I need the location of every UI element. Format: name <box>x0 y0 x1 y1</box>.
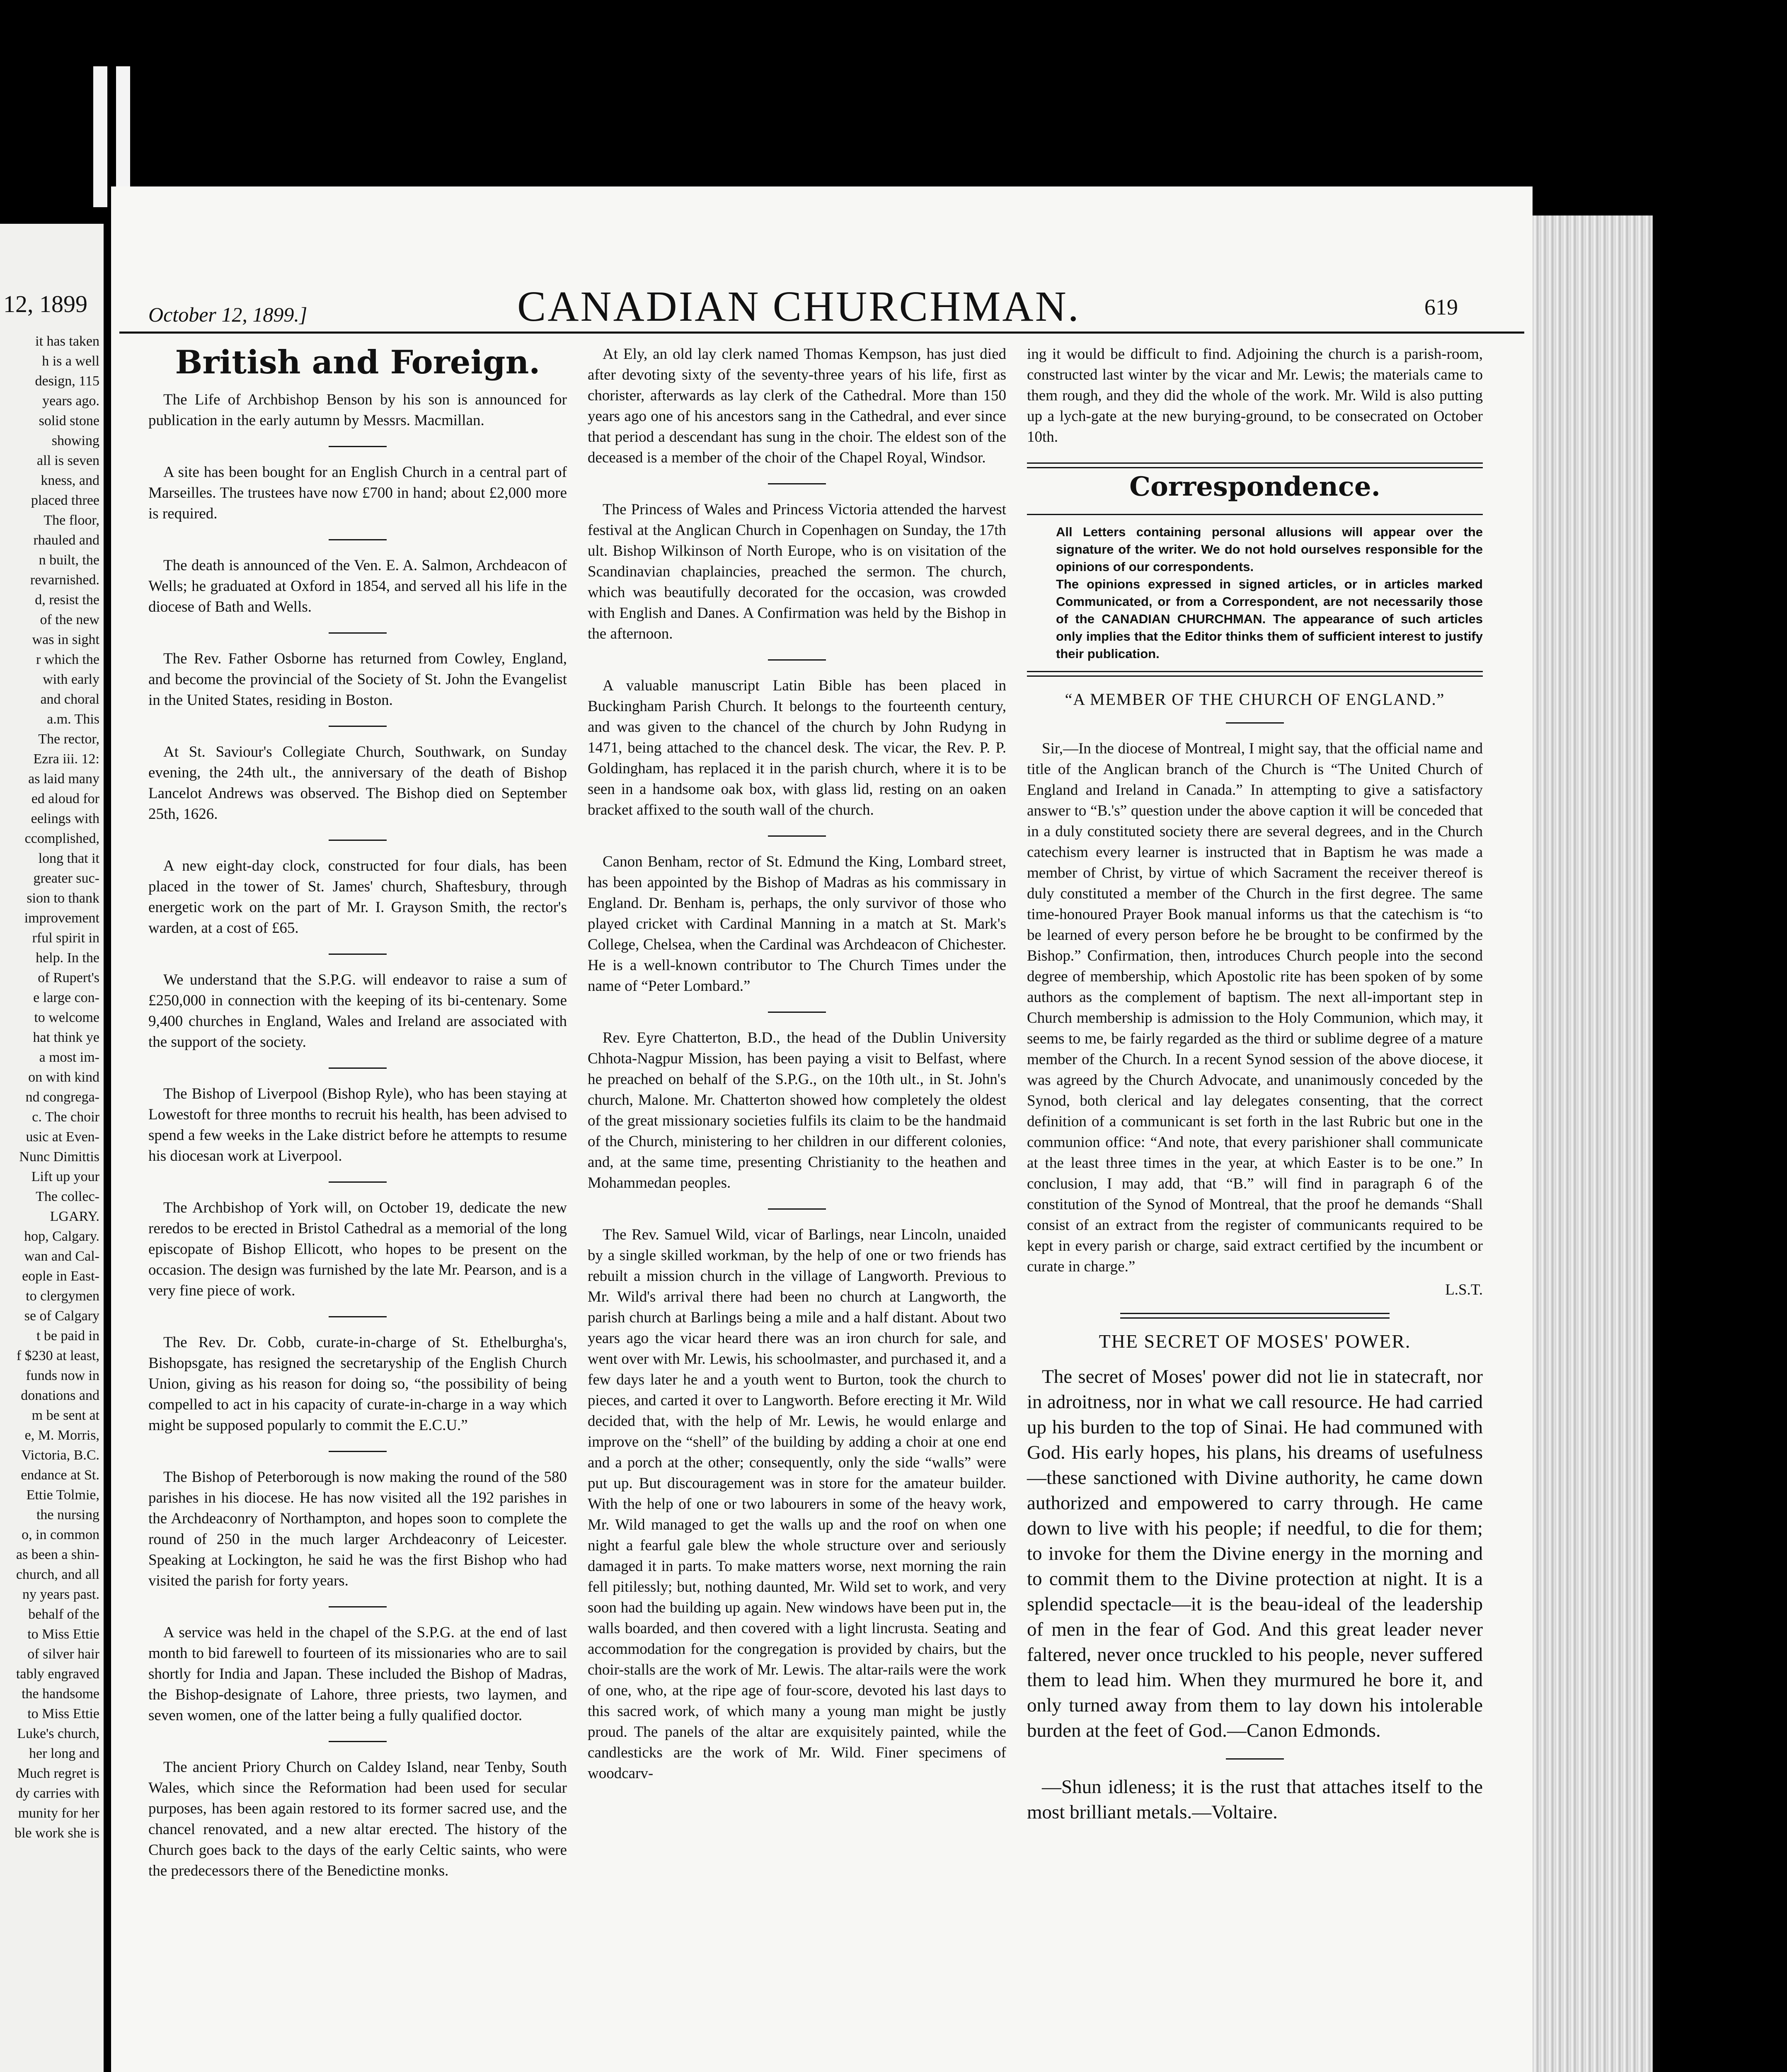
adjacent-page-line: ed aloud for <box>31 791 99 806</box>
divider <box>329 1451 387 1452</box>
news-item: The Life of Archbishop Benson by his son is announced for publication in the early autumn by Messrs. Macmillan. <box>148 391 567 429</box>
adjacent-page-line: sion to thank <box>27 891 99 906</box>
adjacent-page-line: Lift up your <box>31 1169 99 1184</box>
adjacent-page-line: hat think ye <box>33 1030 99 1045</box>
adjacent-page-line: Victoria, B.C. <box>21 1447 99 1463</box>
continued-paragraph: ing it would be difficult to find. Adjoining the church is a parish-room, constructed last winter by the vicar and Mr. Lewis; the materials came to them rough, and they did the whole of the work. Mr. Wild is also putting up a lych-gate at the new burying-ground, to be consecrated on October 10th. <box>1027 346 1483 445</box>
adjacent-page-line: eelings with <box>31 811 99 826</box>
divider <box>329 726 387 727</box>
news-item: Canon Benham, rector of St. Edmund the King, Lombard street, has been appointed by the Bishop of Madras as his commissary in England. Dr. Benham is, perhaps, the only survivor of those who played cricket with Cardinal Manning in a match at St. Mark's College, Chelsea, when the Cardinal was Archdeacon of Chichester. He is a well-known contributor to The Church Times under the name of “Peter Lombard.” <box>588 853 1006 995</box>
divider <box>768 483 826 484</box>
issue-date: October 12, 1899.] <box>148 303 308 326</box>
adjacent-page-line: and choral <box>40 692 99 707</box>
divider <box>329 1741 387 1742</box>
adjacent-page-line: t be paid in <box>36 1328 99 1343</box>
adjacent-page-line: se of Calgary <box>24 1308 99 1324</box>
adjacent-page-strip <box>0 224 104 2072</box>
adjacent-page-line: design, 115 <box>35 373 99 389</box>
adjacent-page-line: tably engraved <box>16 1666 99 1682</box>
adjacent-page-line: wan and Cal- <box>24 1249 99 1264</box>
divider <box>1226 1758 1284 1760</box>
adjacent-page-line: LGARY. <box>50 1209 99 1224</box>
adjacent-page-line: Ettie Tolmie, <box>26 1487 99 1503</box>
adjacent-page-line: hop, Calgary. <box>24 1229 99 1244</box>
adjacent-page-header: 12, 1899 <box>3 290 87 317</box>
column-3 <box>1027 344 1483 1840</box>
adjacent-page-line: dy carries with <box>15 1786 99 1801</box>
page-number: 619 <box>1424 295 1458 320</box>
divider <box>329 632 387 634</box>
article-heading: THE SECRET OF MOSES' POWER. <box>1099 1331 1411 1352</box>
adjacent-page-line: Luke's church, <box>17 1726 99 1741</box>
news-item: The Bishop of Peterborough is now making the round of the 580 parishes in his diocese. He has now visited all the 192 parishes in the Archdeaconry of Northampton, and hopes soon to complete the round of 250 in the much larger Archdeaconry of Leicester. Speaking at Lockington, he said he was the first Bishop who had visited the parish for forty years. <box>148 1469 567 1589</box>
news-item: Rev. Eyre Chatterton, B.D., the head of the Dublin University Chhota-Nagpur Mission, has been paying a visit to Belfast, where he preached on behalf of the S.P.G., on the 10th ult., in St. John's church, Malone. Mr. Chatterton showed how completely the oldest of the great missionary societies fulfils its claim to be the handmaid of the Church, ministering to her children in our different colonies, and, at the same time, presenting Christianity to the heathen and Mohammedan peoples. <box>588 1029 1006 1191</box>
adjacent-page-line: ccomplished, <box>24 831 99 846</box>
adjacent-page-line: r which the <box>36 652 99 667</box>
divider <box>768 1012 826 1013</box>
adjacent-page-line: the nursing <box>36 1507 99 1523</box>
adjacent-page-line: church, and all <box>16 1567 99 1582</box>
divider <box>329 1316 387 1317</box>
adjacent-page-line: with early <box>43 672 99 687</box>
film-bar <box>116 66 130 207</box>
film-bar <box>93 66 107 207</box>
news-items <box>148 390 567 1881</box>
column-1 <box>148 344 567 1896</box>
notice-line: The opinions expressed in signed articles, or in articles marked Communicated, or from a Correspondent, are not necessarily those of the CANADIAN CHURCHMAN. The appearance of such articles only implies that the Editor thinks them of sufficient interest to justify their publication. <box>1056 577 1483 661</box>
quotation: —Shun idleness; it is the rust that attaches itself to the most brilliant metals.—Voltaire. <box>1027 1776 1483 1823</box>
divider <box>768 659 826 661</box>
masthead-title: CANADIAN CHURCHMAN. <box>517 283 1080 330</box>
adjacent-page-line: Nunc Dimittis <box>19 1149 99 1164</box>
adjacent-page-line: endance at St. <box>21 1467 99 1483</box>
adjacent-page-line: it has taken <box>35 334 99 349</box>
news-item: We understand that the S.P.G. will endeavor to raise a sum of £250,000 in connection with the keeping of its bi-centenary. Some 9,400 churches in England, Wales and Ireland are associated with the support of the society. <box>148 971 567 1051</box>
divider <box>1027 514 1483 515</box>
news-item: The ancient Priory Church on Caldey Island, near Tenby, South Wales, which since the Reformation had been used for secular purposes, has been again restored to its former sacred use, and the chancel renovated, and a new altar erected. The history of the Church goes back to the days of the early Celtic saints, who were the predecessors there of the Benedictine monks. <box>148 1759 567 1879</box>
adjacent-page-line: o, in common <box>22 1527 99 1542</box>
news-item: A new eight-day clock, constructed for four dials, has been placed in the tower of St. James' church, Shaftesbury, through energetic work on the part of Mr. I. Grayson Smith, the rector's warden, at a cost of £65. <box>148 857 567 937</box>
adjacent-page-line: help. In the <box>36 950 99 966</box>
adjacent-page-line: to Miss Ettie <box>27 1627 99 1642</box>
news-item: The Rev. Samuel Wild, vicar of Barlings, near Lincoln, unaided by a single skilled workman, by the help of one or two friends has rebuilt a mission church in the village of Langworth. Previous to Mr. Wild's arrival there had been no church at Langworth, the parish church at Barlings being a mile and a half distant. About two years ago the vicar heard there was an iron church for sale, and went over with Mr. Lewis, his schoolmaster, and purchased it, and a few days later he and a youth went to Burton, took the church to pieces, and carted it over to Langworth. Before erecting it Mr. Wild decided that, with the help of Mr. Lewis, he would enlarge and improve on the “shell” of the building by adding a choir at one end and a porch at the other; consequently, only the side “walls” were put up. But discouragement was in store for the amateur builder. With the help of one or two labourers in some of the heavy work, Mr. Wild managed to get the walls up and the roof on when one night a fearful gale blew the whole structure over and seriously damaged it in parts. To make matters worse, next morning the rain fell pitilessly; but, nothing daunted, Mr. Wild set to work, and very soon had the building up again. New windows have been put in, the walls boarded, and then covered with a light lincrusta. Seating and accommodation for the congregation is provided by chairs, but the choir-stalls are the work of Mr. Lewis. The altar-rails were the work of one, who, at the ripe age of four-score, devoted his last days to this sacred work, of which many a young man might be justly proud. The panels of the altar are exquisitely painted, while the candlesticks are the work of Mr. Wild. Finer specimens of woodcarv- <box>588 1226 1006 1782</box>
adjacent-page-line: rhauled and <box>33 533 99 548</box>
divider <box>1226 722 1284 724</box>
divider <box>329 954 387 955</box>
adjacent-page-line: kness, and <box>41 473 99 488</box>
adjacent-page-line: as been a shin- <box>16 1547 99 1562</box>
news-item: The Rev. Father Osborne has returned from Cowley, England, and become the provincial of the Society of St. John the Evangelist in the United States, residing in Boston. <box>148 650 567 709</box>
divider <box>768 1208 826 1210</box>
news-item: At St. Saviour's Collegiate Church, Southwark, on Sunday evening, the 24th ult., the anniversary of the death of Bishop Lancelot Andrews was observed. The Bishop died on September 25th, 1626. <box>148 743 567 823</box>
article-body: The secret of Moses' power did not lie in statecraft, nor in adroitness, nor in what we call resource. He had carried up his burden to the top of Sinai. He had communed with God. His early hopes, his plans, his dreams of usefulness—these sanctioned with Divine authority, he came down authorized and empowered to carry through. He came down to live with his people; if needful, to die for them; to invoke for them the Divine energy in the morning and to commit them to the Divine protection at night. It is a splendid spectacle—it is the beau-ideal of the leadership of men in the fear of God. And this great leader never faltered, never once truckled to his people, never suffered them to lead him. When they murmured he bore it, and only turned away from them to lay down his intolerable burden at the feet of God.—Canon Edmonds. <box>1027 1366 1483 1741</box>
divider <box>1027 671 1483 677</box>
adjacent-page-line: showing <box>51 433 99 448</box>
adjacent-page-line: a.m. This <box>47 712 99 727</box>
adjacent-page-line: revarnished. <box>30 572 99 588</box>
adjacent-page-line: funds now in <box>26 1368 99 1383</box>
adjacent-page-line: n built, the <box>39 552 99 568</box>
adjacent-page-line: of silver hair <box>27 1646 99 1662</box>
adjacent-page-line: Ezra iii. 12: <box>33 751 99 767</box>
adjacent-page-line: f $230 at least, <box>16 1348 99 1363</box>
news-item: At Ely, an old lay clerk named Thomas Kempson, has just died after devoting sixty of the seventy-three years of his life, first as chorister, afterwards as lay clerk of the Cathedral. More than 150 years ago one of his ancestors sang in the Cathedral, and ever since that period a descendant has sung in the choir. The eldest son of the deceased is a member of the choir of the Chapel Royal, Windsor. <box>588 346 1006 466</box>
adjacent-page-line: The rector, <box>38 731 99 747</box>
divider <box>329 539 387 540</box>
adjacent-page-text <box>0 332 99 1843</box>
adjacent-page-line: e large con- <box>33 990 99 1005</box>
divider <box>1120 1313 1390 1319</box>
adjacent-page-line: eople in East- <box>22 1268 99 1284</box>
newspaper-page <box>111 186 1533 2072</box>
news-item: A valuable manuscript Latin Bible has been placed in Buckingham Parish Church. It belongs to the fourteenth century, and was given to the chancel of the church by John Rudyng in 1471, being attached to the chancel desk. The vicar, the Rev. P. P. Goldingham, has replaced it in the parish church, where it is to be seen in a handsome oak box, with glass lid, resting on an oaken bracket affixed to the south wall of the church. <box>588 677 1006 818</box>
column-2 <box>588 344 1006 1799</box>
adjacent-page-line: usic at Even- <box>26 1129 99 1145</box>
adjacent-page-line: long that it <box>38 851 99 866</box>
adjacent-page-line: c. The choir <box>32 1109 99 1125</box>
letter-signature: L.S.T. <box>1445 1281 1483 1298</box>
adjacent-page-line: greater suc- <box>33 871 99 886</box>
adjacent-page-line: her long and <box>29 1746 99 1761</box>
divider <box>768 835 826 837</box>
section-heading: British and Foreign. <box>175 344 540 381</box>
adjacent-page-line: Much regret is <box>17 1766 99 1781</box>
divider <box>329 1067 387 1069</box>
adjacent-page-line: munity for her <box>18 1806 99 1821</box>
news-item: A service was held in the chapel of the S.P.G. at the end of last month to bid farewell to fourteen of its missionaries who are to sail shortly for India and Japan. These included the Bishop of Madras, the Bishop-designate of Lahore, three priests, two laymen, and seven women, one of the latter being a fully qualified doctor. <box>148 1624 567 1724</box>
adjacent-page-line: The collec- <box>36 1189 99 1204</box>
adjacent-page-line: ny years past. <box>22 1587 99 1602</box>
news-item: The death is announced of the Ven. E. A. Salmon, Archdeacon of Wells; he graduated at Oxford in 1854, and served all his life in the diocese of Bath and Wells. <box>148 557 567 615</box>
letter-body: Sir,—In the diocese of Montreal, I might say, that the official name and title of the Anglican branch of the Church is “The United Church of England and Ireland in Canada.” In attempting to give a satisfactory answer to “B.'s” question under the above caption it will be conceded that in a duly constituted society there are several degrees, and in the Church catechism every learner is instructed that in Baptism he was made a member of Christ, by virtue of which Sacrament the receiver thereof is duly constituted a member of the Church in the first degree. The same time-honoured Prayer Book manual informs us that the catechism is “to be learned of every person before he be brought to be confirmed by the Bishop.” Confirmation, then, introduces Church people into the second degree of membership, which Apostolic rite has been spoken of by some authors as the complement of baptism. The next all-important step in Church membership is admission to the Holy Communion, which may, it seems to me, be fairly regarded as the third or sublime degree of a mature member of the Church. In a recent Synod session of the above diocese, it was agreed by the Church Advocate, and unanimously conceded by the Synod, both clerical and lay delegates consenting, that the correct definition of a communicant is set forth in the last Rubric but one in the communion office: “And note, that every parishioner shall communicate at the least three times in the year, at which Easter is to be one.” In conclusion, I may add, that “B.” will find in paragraph 6 of the constitution of the Synod of Montreal, that the proof he demands “Shall consist of an extract from the register of communicants required to be kept in every parish or charge, said extract certified by the incumbent or curate in charge.” <box>1027 740 1483 1275</box>
adjacent-page-line: donations and <box>21 1388 99 1403</box>
adjacent-page-line: all is seven <box>36 453 99 468</box>
adjacent-page-line: years ago. <box>42 393 99 409</box>
divider <box>1027 462 1483 468</box>
adjacent-page-line: behalf of the <box>28 1607 99 1622</box>
news-item: A site has been bought for an English Church in a central part of Marseilles. The trustees have now £700 in hand; about £2,000 more is required. <box>148 464 567 522</box>
news-item: The Archbishop of York will, on October 19, dedicate the new reredos to be erected in Bristol Cathedral as a memorial of the long episcopate of Bishop Ellicott, who hopes to be present on the occasion. The design was furnished by the late Mr. Pearson, and is a very fine piece of work. <box>148 1199 567 1299</box>
correspondence-heading: Correspondence. <box>1129 471 1380 502</box>
adjacent-page-line: to Miss Ettie <box>27 1706 99 1721</box>
adjacent-page-line: m be sent at <box>31 1408 99 1423</box>
running-head <box>119 283 1524 334</box>
divider <box>329 1181 387 1183</box>
adjacent-page-line: e, M. Morris, <box>24 1428 99 1443</box>
adjacent-page-line: h is a well <box>42 353 99 369</box>
adjacent-page-line: of Rupert's <box>38 970 99 985</box>
adjacent-page-line: on with kind <box>28 1070 99 1085</box>
news-item: The Princess of Wales and Princess Victoria attended the harvest festival at the Anglican Church in Copenhagen on Sunday, the 17th ult. Bishop Wilkinson of North Europe, who is on visitation of the Scandinavian chaplaincies, preached the sermon. The church, which was beautifully decorated for the occasion, was crowded with English and Danes. A Confirmation was held by the Bishop in the afternoon. <box>588 501 1006 642</box>
adjacent-page-line: rful spirit in <box>32 930 99 946</box>
adjacent-page-line: placed three <box>31 493 99 508</box>
adjacent-page-line: nd congrega- <box>25 1089 99 1105</box>
adjacent-page-line: as laid many <box>28 771 99 787</box>
news-item: The Bishop of Liverpool (Bishop Ryle), who has been staying at Lowestoft for three months to recruit his health, has been advised to spend a few weeks in the Lake district before he attempts to resume his diocesan work at Liverpool. <box>148 1085 567 1164</box>
adjacent-page-line: improvement <box>24 910 99 926</box>
adjacent-page-line: to clergymen <box>26 1288 99 1304</box>
news-item: The Rev. Dr. Cobb, curate-in-charge of St. Ethelburgha's, Bishopsgate, has resigned the secretaryship of the English Church Union, giving as his reason for doing so, “the possibility of being compelled to act in his capacity of curate-in-charge in a way which might be supposed popularly to commit the E.C.U.” <box>148 1334 567 1434</box>
adjacent-page-line: a most im- <box>39 1050 99 1065</box>
adjacent-page-line: ble work she is <box>15 1825 99 1841</box>
adjacent-page-line: solid stone <box>39 413 99 428</box>
page-edge-stack <box>1533 215 1653 2072</box>
divider <box>329 1606 387 1607</box>
editorial-notice <box>1027 523 1483 663</box>
letter-heading: “A MEMBER OF THE CHURCH OF ENGLAND.” <box>1065 690 1445 709</box>
adjacent-page-line: of the new <box>40 612 99 627</box>
news-items <box>588 344 1006 1784</box>
adjacent-page-line: was in sight <box>32 632 99 647</box>
divider <box>329 446 387 447</box>
adjacent-page-line: the handsome <box>22 1686 99 1702</box>
divider <box>329 840 387 841</box>
notice-line: All Letters containing personal allusions will appear over the signature of the writer. We do not hold ourselves responsible for the opinions of our correspondents. <box>1056 525 1483 574</box>
adjacent-page-line: d, resist the <box>35 592 99 608</box>
adjacent-page-line: to welcome <box>34 1010 99 1025</box>
adjacent-page-line: The floor, <box>44 513 99 528</box>
